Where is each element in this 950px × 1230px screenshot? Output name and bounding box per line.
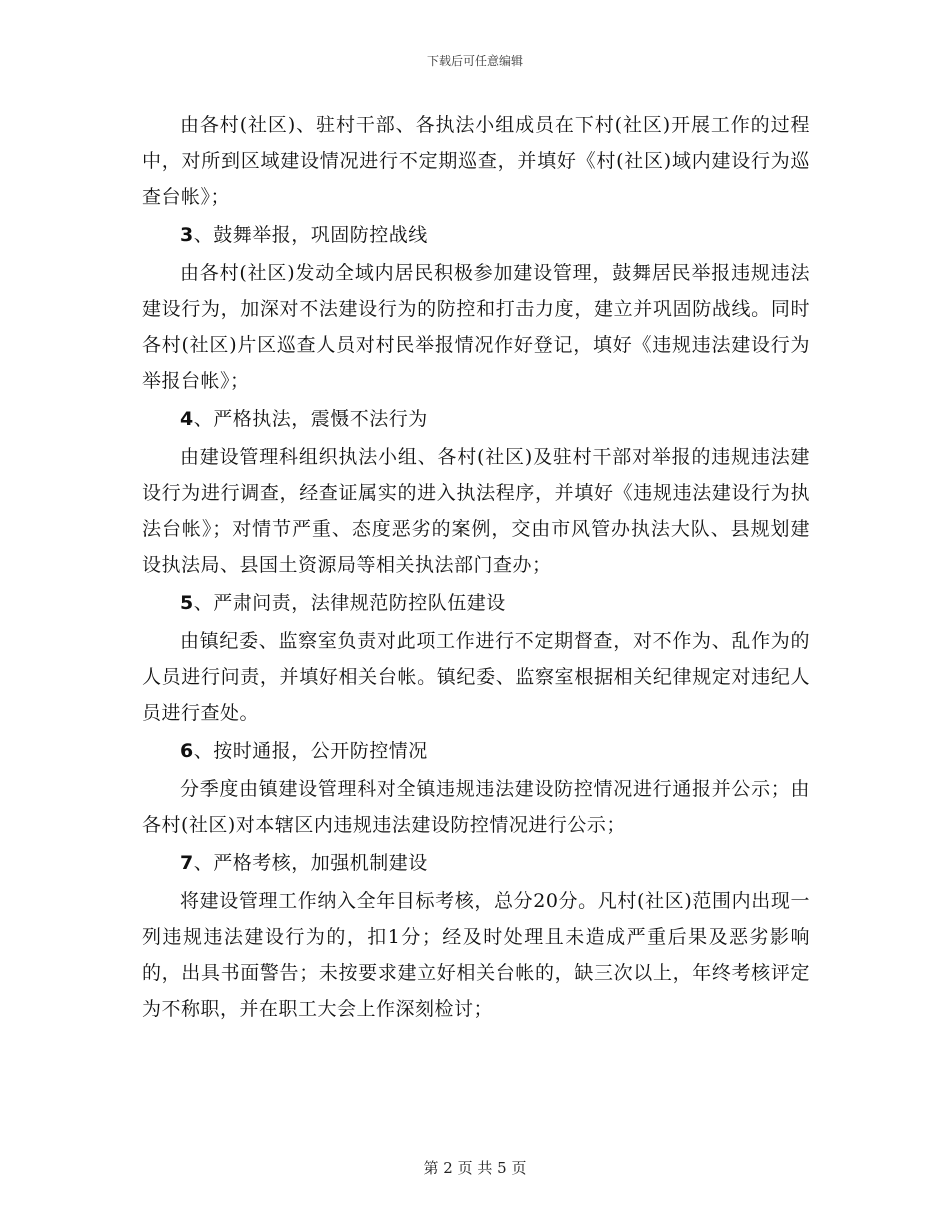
section-number: 3 xyxy=(180,224,194,246)
page-footer: 第 2 页 共 5 页 xyxy=(423,1159,527,1177)
section-title: 、按时通报，公开防控情况 xyxy=(193,740,428,762)
paragraph: 由建设管理科组织执法小组、各村(社区)及驻村干部对举报的违规违法建设行为进行调查，经查证属实的进入执法程序，并填好《违规违法建设行为执法台帐》；对情节严重、态度恶劣的案例，交由市风管办执法大队、县规划建设执法局、县国土资源局等相关执法部门查办； xyxy=(142,446,810,576)
section-title: 、严格执法，震慑不法行为 xyxy=(193,408,428,430)
section-title: 、严格考核，加强机制建设 xyxy=(193,852,428,874)
section-heading xyxy=(142,401,810,437)
paragraph: 分季度由镇建设管理科对全镇违规违法建设防控情况进行通报并公示；由各村(社区)对本辖区内违规违法建设防控情况进行公示； xyxy=(142,778,810,836)
paragraph: 由各村(社区)、驻村干部、各执法小组成员在下村(社区)开展工作的过程中，对所到区域建设情况进行不定期巡查，并填好《村(社区)域内建设行为巡查台帐》； xyxy=(142,114,810,208)
page-header: 下载后可任意编辑 xyxy=(426,54,523,68)
paragraph: 由镇纪委、监察室负责对此项工作进行不定期督查，对不作为、乱作为的人员进行问责，并填好相关台帐。镇纪委、监察室根据相关纪律规定对违纪人员进行查处。 xyxy=(142,630,810,724)
section-number: 7 xyxy=(180,852,194,874)
section-title: 、鼓舞举报，巩固防控战线 xyxy=(193,224,428,246)
section-heading xyxy=(142,217,810,253)
section-number: 6 xyxy=(180,740,194,762)
section-number: 4 xyxy=(180,408,194,430)
paragraph: 将建设管理工作纳入全年目标考核，总分20分。凡村(社区)范围内出现一列违规违法建设行为的，扣1分；经及时处理且未造成严重后果及恶劣影响的，出具书面警告；未按要求建立好相关台帐的，缺三次以上，年终考核评定为不称职，并在职工大会上作深刻检讨； xyxy=(142,890,810,1020)
document-body xyxy=(142,107,810,1027)
section-heading xyxy=(142,845,810,881)
section-title: 、严肃问责，法律规范防控队伍建设 xyxy=(193,592,506,614)
section-number: 5 xyxy=(180,592,194,614)
section-heading xyxy=(142,733,810,769)
section-heading xyxy=(142,585,810,621)
paragraph: 由各村(社区)发动全域内居民积极参加建设管理，鼓舞居民举报违规违法建设行为，加深对不法建设行为的防控和打击力度，建立并巩固防战线。同时各村(社区)片区巡查人员对村民举报情况作好登记，填好《违规违法建设行为举报台帐》； xyxy=(142,262,810,392)
